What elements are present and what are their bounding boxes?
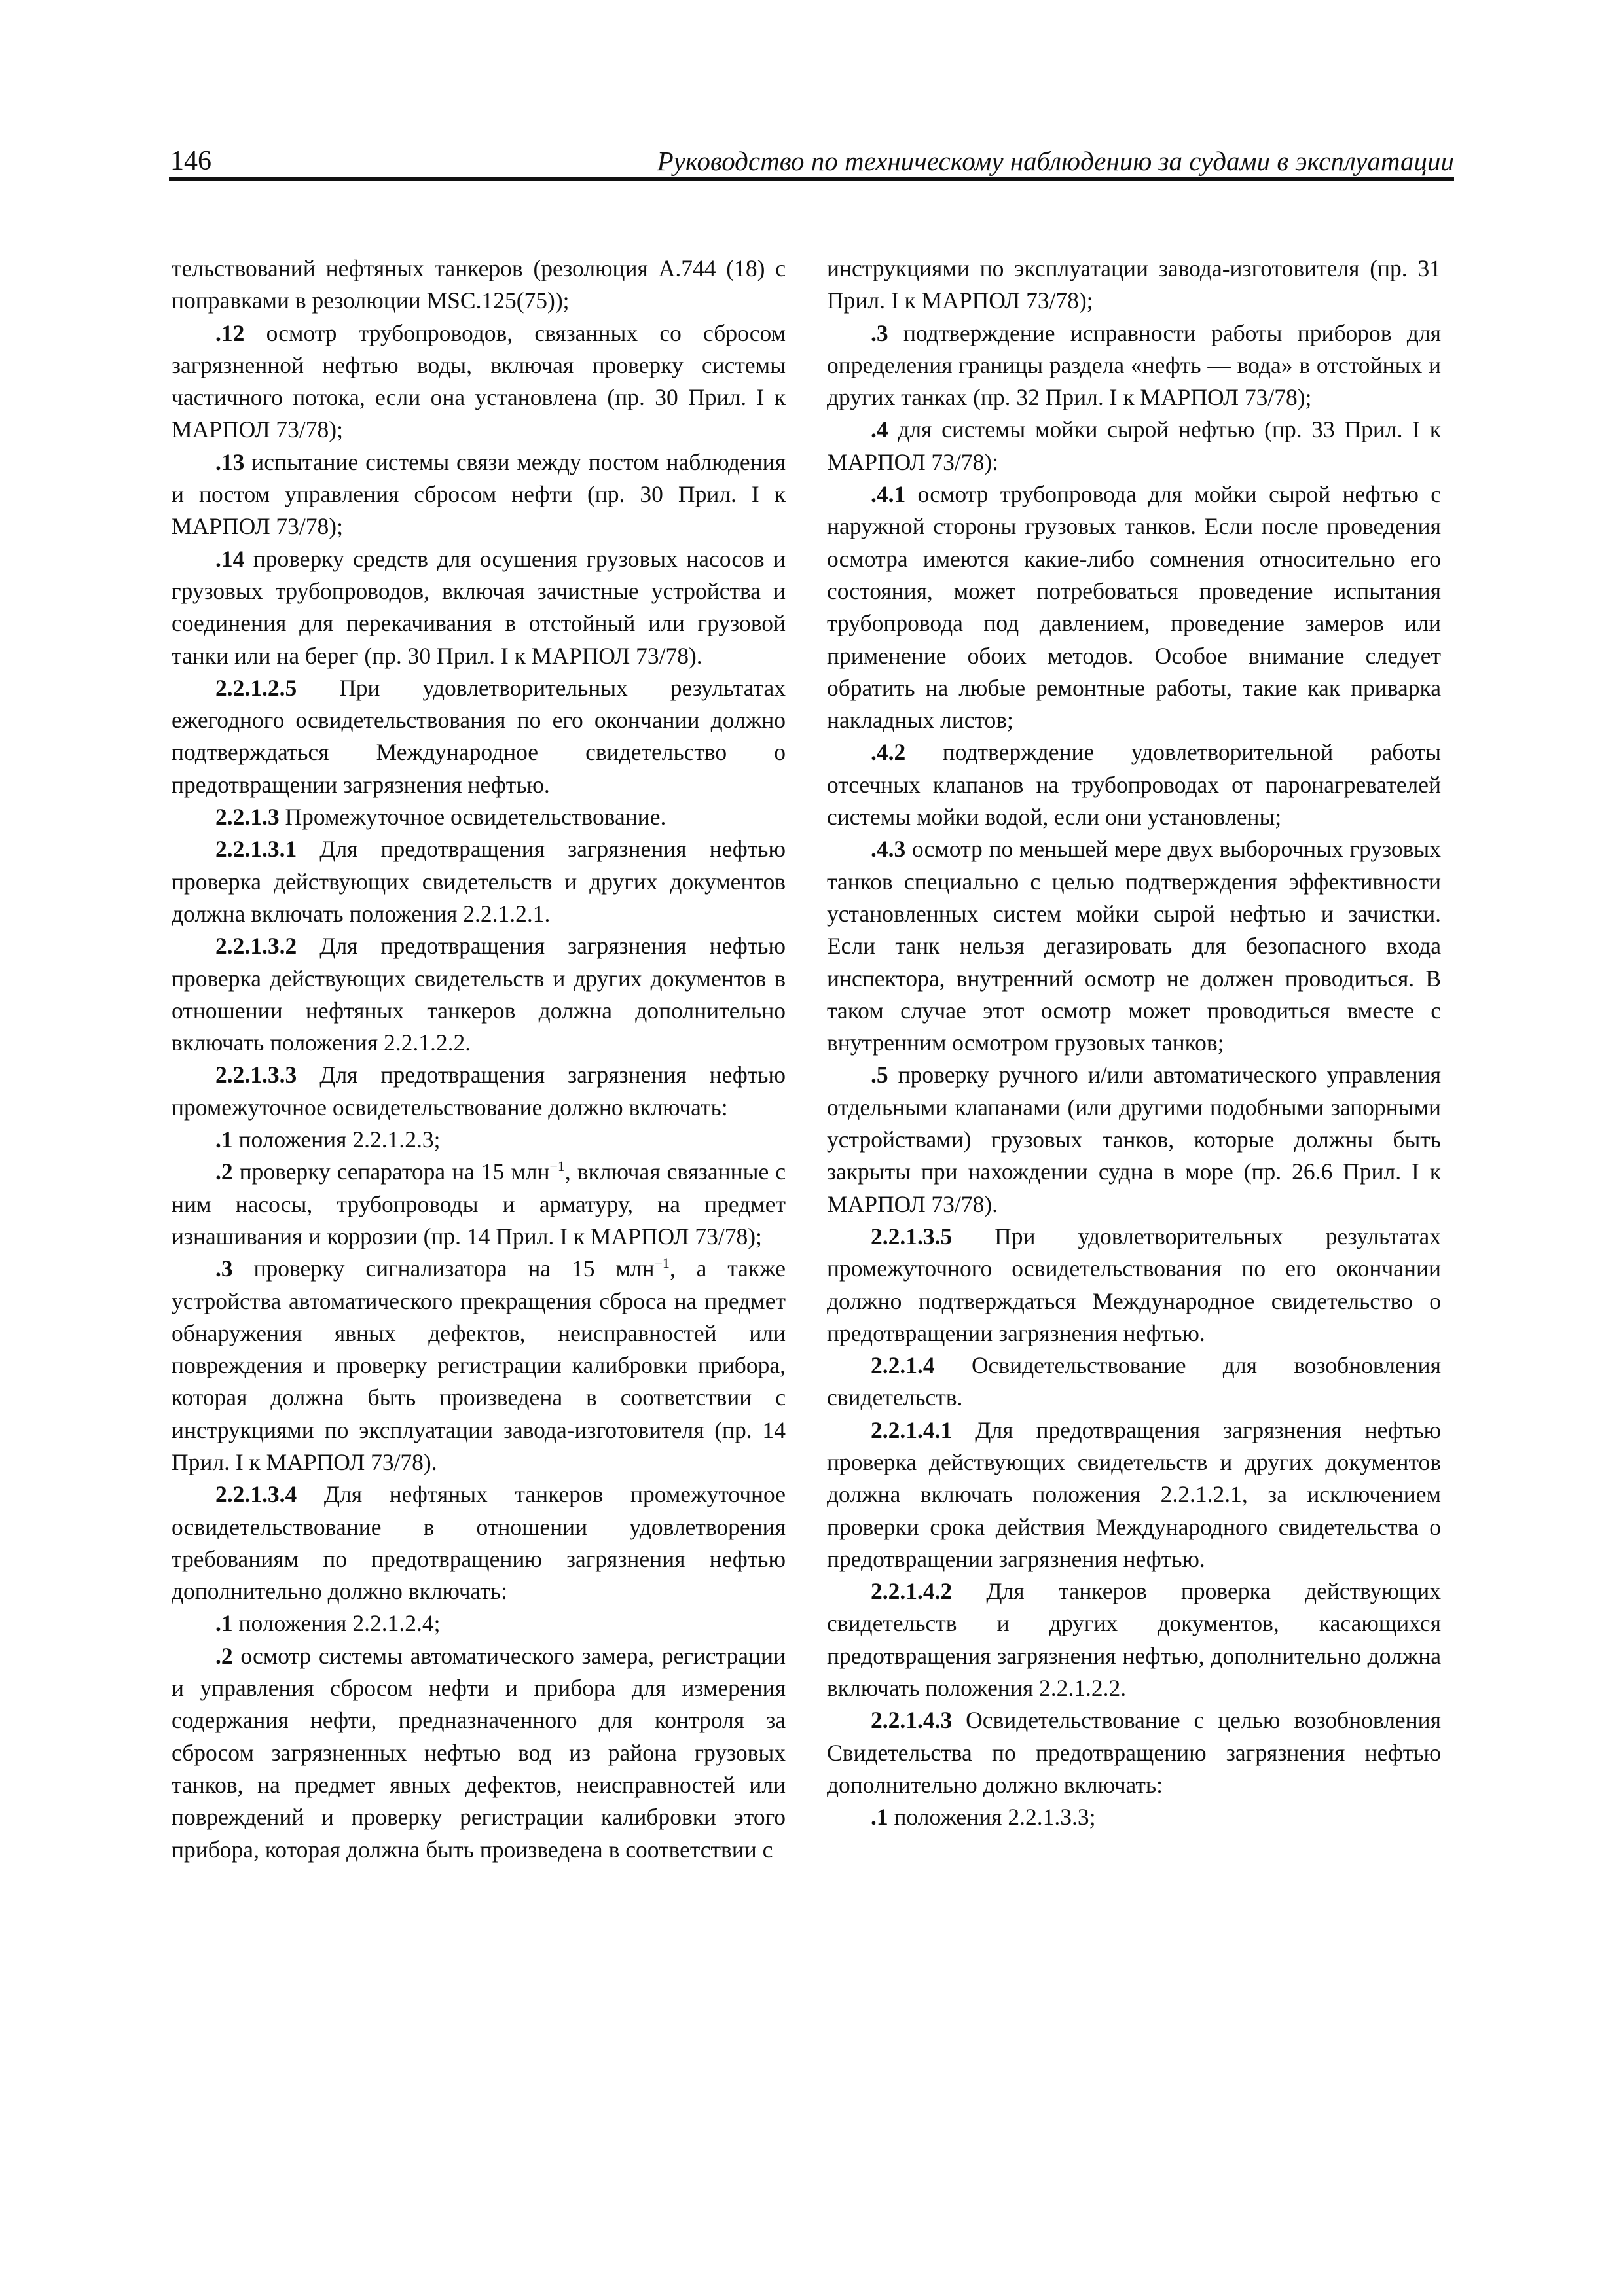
paragraph: [827, 317, 1441, 414]
paragraph-text: Для нефтяных танкеров промежуточное освидетельствование в отношении удовлетворения требованиям по предотвращению загрязнения нефтью дополнительно должно включать:: [172, 1481, 786, 1605]
paragraph: [827, 1221, 1441, 1350]
paragraph: [827, 478, 1441, 736]
paragraph-text: проверку средств для осушения грузовых насосов и грузовых трубопроводов, включая зачистные устройства и соединения для перекачивания в отстойный или грузовой танки или на берег (пр. 30 Прил. I к МАРПОЛ 73/78).: [172, 545, 786, 669]
clause-number: 2.2.1.2.5: [215, 674, 297, 701]
paragraph-text: Освидетельствование для возобновления свидетельств.: [827, 1352, 1441, 1411]
paragraph-text: осмотр трубопровода для мойки сырой нефтью с наружной стороны грузовых танков. Если после проведения осмотра имеются какие-либо сомнения относительно его состояния, может потребоваться проведение испытания трубопровода под давлением, проведение замеров или применение обоих методов. Особое внимание следует обратить на любые ремонтные работы, такие как приварка накладных листов;: [827, 481, 1441, 734]
paragraph: [827, 736, 1441, 833]
paragraph: [172, 1479, 786, 1607]
paragraph-text: положения 2.2.1.2.3;: [232, 1126, 441, 1153]
paragraph: [827, 253, 1441, 317]
paragraph: [172, 801, 786, 833]
paragraph: [172, 1059, 786, 1124]
paragraph: [172, 446, 786, 543]
paragraph-text: Для предотвращения загрязнения нефтью проверка действующих свидетельств и других документов в отношении нефтяных танкеров должна дополнительно включать положения 2.2.1.2.2.: [172, 933, 786, 1056]
paragraph: [172, 1640, 786, 1866]
clause-number: 2.2.1.4.3: [871, 1707, 953, 1734]
clause-number: .5: [871, 1062, 888, 1088]
paragraph-text: тельствований нефтяных танкеров (резолюция А.744 (18) с поправками в резолюции MSC.125(75));: [172, 255, 786, 314]
clause-number: .1: [215, 1610, 233, 1637]
right-text-column: [827, 253, 1441, 1834]
running-title: Руководство по техническому наблюдению за судами в эксплуатации: [657, 146, 1454, 176]
paragraph: [172, 253, 786, 317]
paragraph-text-continued: , а также устройства автоматического прекращения сброса на предмет обнаружения явных дефектов, неисправностей или повреждения и проверку регистрации калибровки прибора, которая должна быть произведена в соответствии с инструкциями по эксплуатации завода-изготовителя (пр. 14 Прил. I к МАРПОЛ 73/78).: [172, 1255, 786, 1475]
paragraph: [172, 1607, 786, 1640]
paragraph: [827, 1801, 1441, 1833]
paragraph: [172, 1156, 786, 1253]
paragraph: [172, 317, 786, 446]
paragraph: [172, 1124, 786, 1156]
paragraph-text: подтверждение удовлетворительной работы отсечных клапанов на трубопроводах от паронагревателей системы мойки водой, если они установлены;: [827, 739, 1441, 831]
clause-number: 2.2.1.3.3: [215, 1062, 297, 1088]
clause-number: .12: [215, 319, 245, 346]
clause-number: .14: [215, 545, 245, 572]
paragraph-text: осмотр по меньшей мере двух выборочных грузовых танков специально с целью подтверждения эффективности установленных систем мойки сырой нефтью и зачистки. Если танк нельзя дегазировать для безопасного входа инспектора, внутренний осмотр не должен проводиться. В таком случае этот осмотр может проводиться вместе с внутренним осмотром грузовых танков;: [827, 836, 1441, 1056]
paragraph-text: инструкциями по эксплуатации завода-изготовителя (пр. 31 Прил. I к МАРПОЛ 73/78);: [827, 255, 1441, 314]
clause-number: .1: [215, 1126, 233, 1153]
paragraph-text: подтверждение исправности работы приборов для определения границы раздела «нефть — вода» в отстойных и других танках (пр. 32 Прил. I к МАРПОЛ 73/78);: [827, 319, 1441, 411]
clause-number: 2.2.1.4.1: [871, 1416, 953, 1443]
clause-number: 2.2.1.3.4: [215, 1481, 297, 1508]
paragraph-text: Для предотвращения загрязнения нефтью проверка действующих свидетельств и других документов должна включать положения 2.2.1.2.1.: [172, 836, 786, 927]
paragraph: [827, 1350, 1441, 1414]
unit-exponent: −1: [549, 1158, 565, 1175]
clause-number: 2.2.1.3.5: [871, 1223, 953, 1249]
clause-number: .1: [871, 1804, 888, 1831]
paragraph: [172, 543, 786, 672]
clause-number: .2: [215, 1158, 233, 1185]
paragraph-text: Промежуточное освидетельствование.: [279, 804, 666, 831]
clause-number: 2.2.1.3.2: [215, 933, 297, 960]
paragraph: [827, 1575, 1441, 1704]
paragraph-text: положения 2.2.1.3.3;: [888, 1804, 1096, 1831]
clause-number: 2.2.1.4: [871, 1352, 935, 1379]
clause-number: .4.1: [871, 481, 906, 508]
paragraph: [827, 833, 1441, 1059]
paragraph: [827, 1704, 1441, 1801]
paragraph-text: проверку сепаратора на 15 млн: [232, 1158, 550, 1185]
paragraph: [827, 414, 1441, 478]
paragraph-text: Освидетельствование с целью возобновления Свидетельства по предотвращению загрязнения нефтью дополнительно должно включать:: [827, 1707, 1441, 1798]
clause-number: 2.2.1.3: [215, 804, 280, 831]
paragraph-text: для системы мойки сырой нефтью (пр. 33 Прил. I к МАРПОЛ 73/78):: [827, 416, 1441, 475]
paragraph-text: проверку сигнализатора на 15 млн: [232, 1255, 655, 1282]
paragraph-text: проверку ручного и/или автоматического управления отдельными клапанами (или другими подобными запорными устройствами) грузовых танков, которые должны быть закрыты при нахождении судна в море (пр. 26.6 Прил. I к МАРПОЛ 73/78).: [827, 1062, 1441, 1217]
clause-number: 2.2.1.4.2: [871, 1578, 953, 1605]
paragraph: [172, 672, 786, 801]
clause-number: .4.2: [871, 739, 906, 766]
clause-number: .4: [871, 416, 888, 443]
paragraph: [827, 1414, 1441, 1575]
paragraph: [172, 833, 786, 930]
paragraph-text: Для предотвращения загрязнения нефтью проверка действующих свидетельств и других документов должна включать положения 2.2.1.2.1, за исключением проверки срока действия Международного свидетельства о предотвращении загрязнения нефтью.: [827, 1416, 1441, 1572]
clause-number: .2: [215, 1642, 233, 1669]
paragraph-text: осмотр трубопроводов, связанных со сбросом загрязненной нефтью воды, включая проверку системы частичного потока, если она установлена (пр. 30 Прил. I к МАРПОЛ 73/78);: [172, 319, 786, 443]
paragraph-text: Для танкеров проверка действующих свидетельств и других документов, касающихся предотвращения загрязнения нефтью, дополнительно должна включать положения 2.2.1.2.2.: [827, 1578, 1441, 1702]
paragraph-text: испытание системы связи между постом наблюдения и постом управления сбросом нефти (пр. 30 Прил. I к МАРПОЛ 73/78);: [172, 448, 786, 540]
paragraph: [827, 1059, 1441, 1220]
clause-number: .13: [215, 448, 245, 475]
paragraph-text: положения 2.2.1.2.4;: [232, 1610, 441, 1637]
unit-exponent: −1: [654, 1255, 670, 1272]
paragraph-text: Для предотвращения загрязнения нефтью промежуточное освидетельствование должно включать:: [172, 1062, 786, 1121]
paragraph: [172, 1253, 786, 1479]
running-header: [169, 145, 1454, 181]
page-number: 146: [170, 146, 211, 176]
paragraph-text: При удовлетворительных результатах промежуточного освидетельствования по его окончании должно подтверждаться Международное свидетельство о предотвращении загрязнения нефтью.: [827, 1223, 1441, 1346]
paragraph-text: При удовлетворительных результатах ежегодного освидетельствования по его окончании должно подтверждаться Международное свидетельство о предотвращении загрязнения нефтью.: [172, 674, 786, 798]
clause-number: .3: [215, 1255, 233, 1282]
paragraph-text-continued: , включая связанные с ним насосы, трубопроводы и арматуру, на предмет изнашивания и коррозии (пр. 14 Прил. I к МАРПОЛ 73/78);: [172, 1158, 786, 1249]
left-text-column: [172, 253, 786, 1866]
clause-number: 2.2.1.3.1: [215, 836, 297, 863]
paragraph: [172, 930, 786, 1059]
paragraph-text: осмотр системы автоматического замера, регистрации и управления сбросом нефти и прибора для измерения содержания нефти, предназначенного для контроля за сбросом загрязненных нефтью вод из района грузовых танков, на предмет явных дефектов, неисправностей или повреждений и проверку регистрации калибровки этого прибора, которая должна быть произведена в соответствии с: [172, 1642, 786, 1863]
clause-number: .3: [871, 319, 888, 346]
clause-number: .4.3: [871, 836, 906, 863]
